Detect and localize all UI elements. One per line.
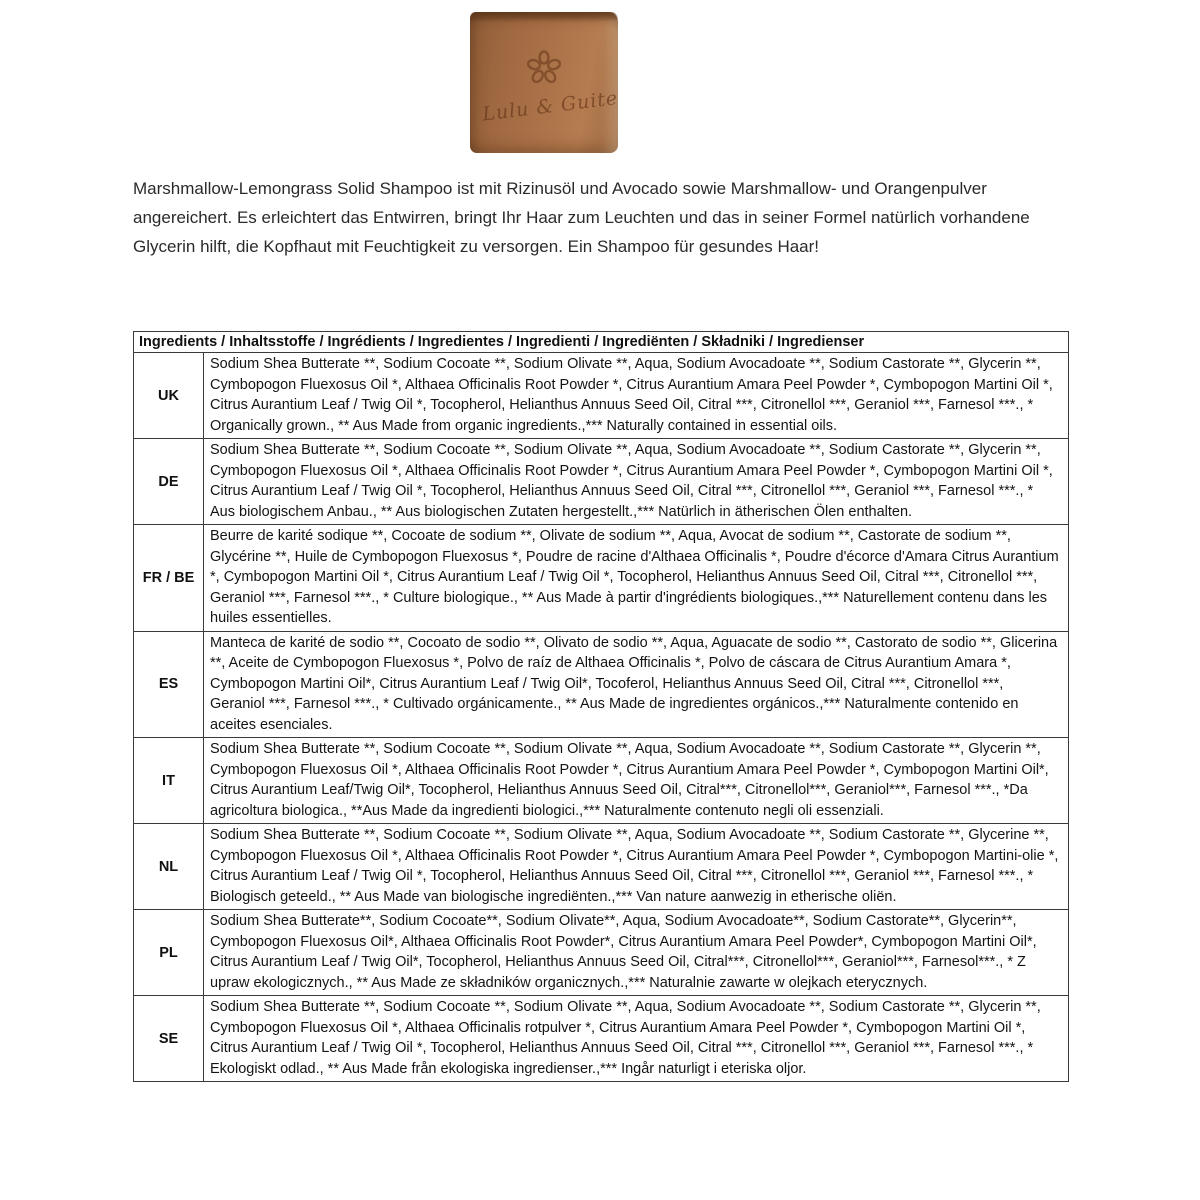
ingredients-text: Sodium Shea Butterate **, Sodium Cocoate **, Sodium Olivate **, Aqua, Sodium Avocadoate **, Sodium Castorate **, Glycerin **, Cymbopogon Fluexosus Oil *, Althaea Officinalis rotpulver *, Citrus Aurantium Amara Peel Powder *, Cymbopogon Martini Oil *, Citrus Aurantium Leaf / Twig Oil *, Tocopherol, Helianthus Annuus Seed Oil, Citral ***, Citronellol ***, Geraniol ***, Farnesol ***., * Ekologiskt odlad., ** Aus Made från ekologiska ingredienser.,*** Ingår naturligt i eteriska oljor. <box>204 996 1069 1082</box>
ingredients-text: Sodium Shea Butterate **, Sodium Cocoate **, Sodium Olivate **, Aqua, Sodium Avocadoate **, Sodium Castorate **, Glycerin **, Cymbopogon Fluexosus Oil *, Althaea Officinalis Root Powder *, Citrus Aurantium Amara Peel Powder *, Cymbopogon Martini Oil *, Citrus Aurantium Leaf / Twig Oil *, Tocopherol, Helianthus Annuus Seed Oil, Citral ***, Citronellol ***, Geraniol ***, Farnesol ***., * Aus biologischem Anbau., ** Aus biologischen Zutaten hergestellt.,*** Natürlich in ätherischen Ölen enthalten. <box>204 439 1069 525</box>
ingredients-text: Sodium Shea Butterate**, Sodium Cocoate**, Sodium Olivate**, Aqua, Sodium Avocadoate**, Sodium Castorate**, Glycerin**, Cymbopogon Fluexosus Oil*, Althaea Officinalis Root Powder*, Citrus Aurantium Amara Peel Powder*, Cymbopogon Martini Oil*, Citrus Aurantium Leaf / Twig Oil*, Tocopherol, Helianthus Annuus Seed Oil, Citral***, Citronellol***, Geraniol***, Farnesol***., * Z upraw ekologicznych., ** Aus Made ze składników organicznych.,*** Naturalnie zawarte w olejkach eterycznych. <box>204 910 1069 996</box>
flower-stamp-icon <box>526 50 562 86</box>
brand-signature: Lulu & Guite <box>481 87 620 126</box>
table-title: Ingredients / Inhaltsstoffe / Ingrédients / Ingredientes / Ingredienti / Ingrediënten / Składniki / Ingredienser <box>134 332 1069 353</box>
language-label: FR / BE <box>134 525 204 632</box>
language-label: DE <box>134 439 204 525</box>
table-row <box>134 439 1069 525</box>
language-label: SE <box>134 996 204 1082</box>
product-description: Marshmallow-Lemongrass Solid Shampoo ist mit Rizinusöl und Avocado sowie Marshmallow- und Orangenpulver angereichert. Es erleichtert das Entwirren, bringt Ihr Haar zum Leuchten und das in seiner Formel natürlich vorhandene Glycerin hilft, die Kopfhaut mit Feuchtigkeit zu versorgen. Ein Shampoo für gesundes Haar! <box>133 179 1030 256</box>
language-label: ES <box>134 631 204 738</box>
table-row <box>134 525 1069 632</box>
table-row <box>134 910 1069 996</box>
ingredients-text: Beurre de karité sodique **, Cocoate de sodium **, Olivate de sodium **, Aqua, Avocat de sodium **, Castorate de sodium **, Glycérine **, Huile de Cymbopogon Fluexosus *, Poudre de racine d'Althaea Officinalis *, Poudre d'écorce d'Amara Citrus Aurantium *, Cymbopogon Martini Oil *, Citrus Aurantium Leaf / Twig Oil *, Tocopherol, Helianthus Annuus Seed Oil, Citral ***, Citronellol ***, Geraniol ***, Farnesol ***., * Culture biologique., ** Aus Made à partir d'ingrédients biologiques.,*** Naturellement contenu dans les huiles essentielles. <box>204 525 1069 632</box>
ingredients-text: Manteca de karité de sodio **, Cocoato de sodio **, Olivato de sodio **, Aqua, Aguacate de sodio **, Castorato de sodio **, Glicerina **, Aceite de Cymbopogon Fluexosus *, Polvo de raíz de Althaea Officinalis *, Polvo de cáscara de Citrus Aurantium Amara *, Cymbopogon Martini Oil*, Citrus Aurantium Leaf / Twig Oil*, Tocoferol, Helianthus Annuus Seed Oil, Citral ***, Citronellol ***, Geraniol ***, Farnesol ***., * Cultivado orgánicamente., ** Aus Made de ingredientes orgánicos.,*** Naturalmente contenido en aceites esenciales. <box>204 631 1069 738</box>
language-label: IT <box>134 738 204 824</box>
ingredients-text: Sodium Shea Butterate **, Sodium Cocoate **, Sodium Olivate **, Aqua, Sodium Avocadoate **, Sodium Castorate **, Glycerine **, Cymbopogon Fluexosus Oil *, Althaea Officinalis Root Powder *, Citrus Aurantium Amara Peel Powder *, Cymbopogon Martini-olie *, Citrus Aurantium Leaf / Twig Oil *, Tocopherol, Helianthus Annuus Seed Oil, Citral ***, Citronellol ***, Geraniol ***, Farnesol ***., * Biologisch geteeld., ** Aus Made van biologische ingrediënten.,*** Van nature aanwezig in etherische oliën. <box>204 824 1069 910</box>
ingredients-text: Sodium Shea Butterate **, Sodium Cocoate **, Sodium Olivate **, Aqua, Sodium Avocadoate **, Sodium Castorate **, Glycerin **, Cymbopogon Fluexosus Oil *, Althaea Officinalis Root Powder *, Citrus Aurantium Amara Peel Powder *, Cymbopogon Martini Oil*, Citrus Aurantium Leaf/Twig Oil*, Tocopherol, Helianthus Annuus Seed Oil, Citral***, Citronellol***, Geraniol***, Farnesol ***., *Da agricoltura biologica., **Aus Made da ingredienti biologici.,*** Naturalmente contenuto negli oli essenziali. <box>204 738 1069 824</box>
table-row <box>134 631 1069 738</box>
language-label: NL <box>134 824 204 910</box>
table-header-row <box>134 332 1069 353</box>
language-label: UK <box>134 353 204 439</box>
table-row <box>134 353 1069 439</box>
language-label: PL <box>134 910 204 996</box>
soap-bar <box>470 12 618 153</box>
table-row <box>134 996 1069 1082</box>
ingredients-text: Sodium Shea Butterate **, Sodium Cocoate **, Sodium Olivate **, Aqua, Sodium Avocadoate **, Sodium Castorate **, Glycerin **, Cymbopogon Fluexosus Oil *, Althaea Officinalis Root Powder *, Citrus Aurantium Amara Peel Powder *, Cymbopogon Martini Oil *, Citrus Aurantium Leaf / Twig Oil *, Tocopherol, Helianthus Annuus Seed Oil, Citral ***, Citronellol ***, Geraniol ***, Farnesol ***., * Organically grown., ** Aus Made from organic ingredients.,*** Naturally contained in essential oils. <box>204 353 1069 439</box>
product-photo <box>0 0 1200 160</box>
table-row <box>134 824 1069 910</box>
table-row <box>134 738 1069 824</box>
ingredients-table <box>133 331 1069 1082</box>
